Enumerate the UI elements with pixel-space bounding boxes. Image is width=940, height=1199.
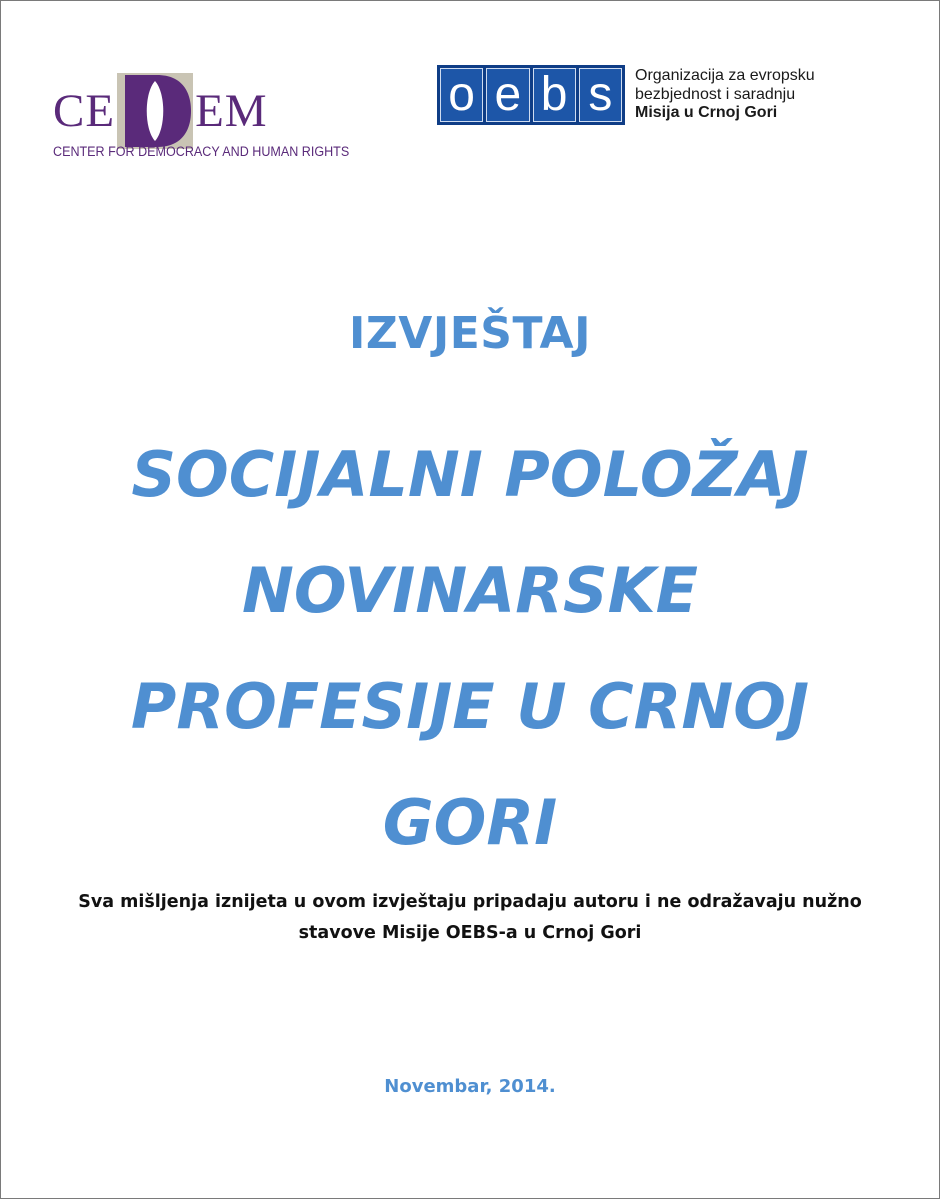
cedem-subtitle: CENTER FOR DEMOCRACY AND HUMAN RIGHTS bbox=[53, 144, 350, 159]
disclaimer-line: stavove Misije OEBS-a u Crnoj Gori bbox=[298, 923, 642, 943]
report-title-line: SOCIJALNI POLOŽAJ bbox=[131, 438, 809, 511]
report-title-line: GORI bbox=[382, 786, 558, 859]
cedem-wordmark-right: EM bbox=[195, 85, 268, 137]
disclaimer-line: Sva mišljenja iznijeta u ovom izvještaju pripadaju autoru i ne odražavaju nužno bbox=[78, 892, 862, 912]
oebs-line-3: Misija u Crnoj Gori bbox=[635, 104, 778, 121]
cedem-d-mark-icon bbox=[117, 73, 193, 149]
oebs-letter-e: e bbox=[486, 68, 529, 122]
cedem-logo bbox=[53, 63, 350, 163]
report-title-line: NOVINARSKE bbox=[241, 554, 699, 627]
oebs-letter-o: o bbox=[440, 68, 483, 122]
cedem-wordmark bbox=[53, 73, 268, 149]
report-title-line: PROFESIJE U CRNOJ bbox=[130, 670, 810, 743]
report-label: IZVJEŠTAJ bbox=[349, 308, 591, 359]
report-date: Novembar, 2014. bbox=[384, 1076, 556, 1097]
oebs-line-2: bezbjednost i saradnju bbox=[635, 85, 796, 103]
oebs-letter-b: b bbox=[533, 68, 576, 122]
oebs-letter-s: s bbox=[579, 68, 622, 122]
oebs-line-1: Organizacija za evropsku bbox=[635, 67, 815, 84]
disclaimer bbox=[1, 887, 939, 949]
report-title bbox=[1, 417, 939, 881]
oebs-organization-text bbox=[635, 67, 815, 123]
cedem-wordmark-left: CE bbox=[53, 85, 116, 137]
oebs-letter-box bbox=[437, 65, 625, 125]
oebs-logo bbox=[437, 65, 837, 129]
